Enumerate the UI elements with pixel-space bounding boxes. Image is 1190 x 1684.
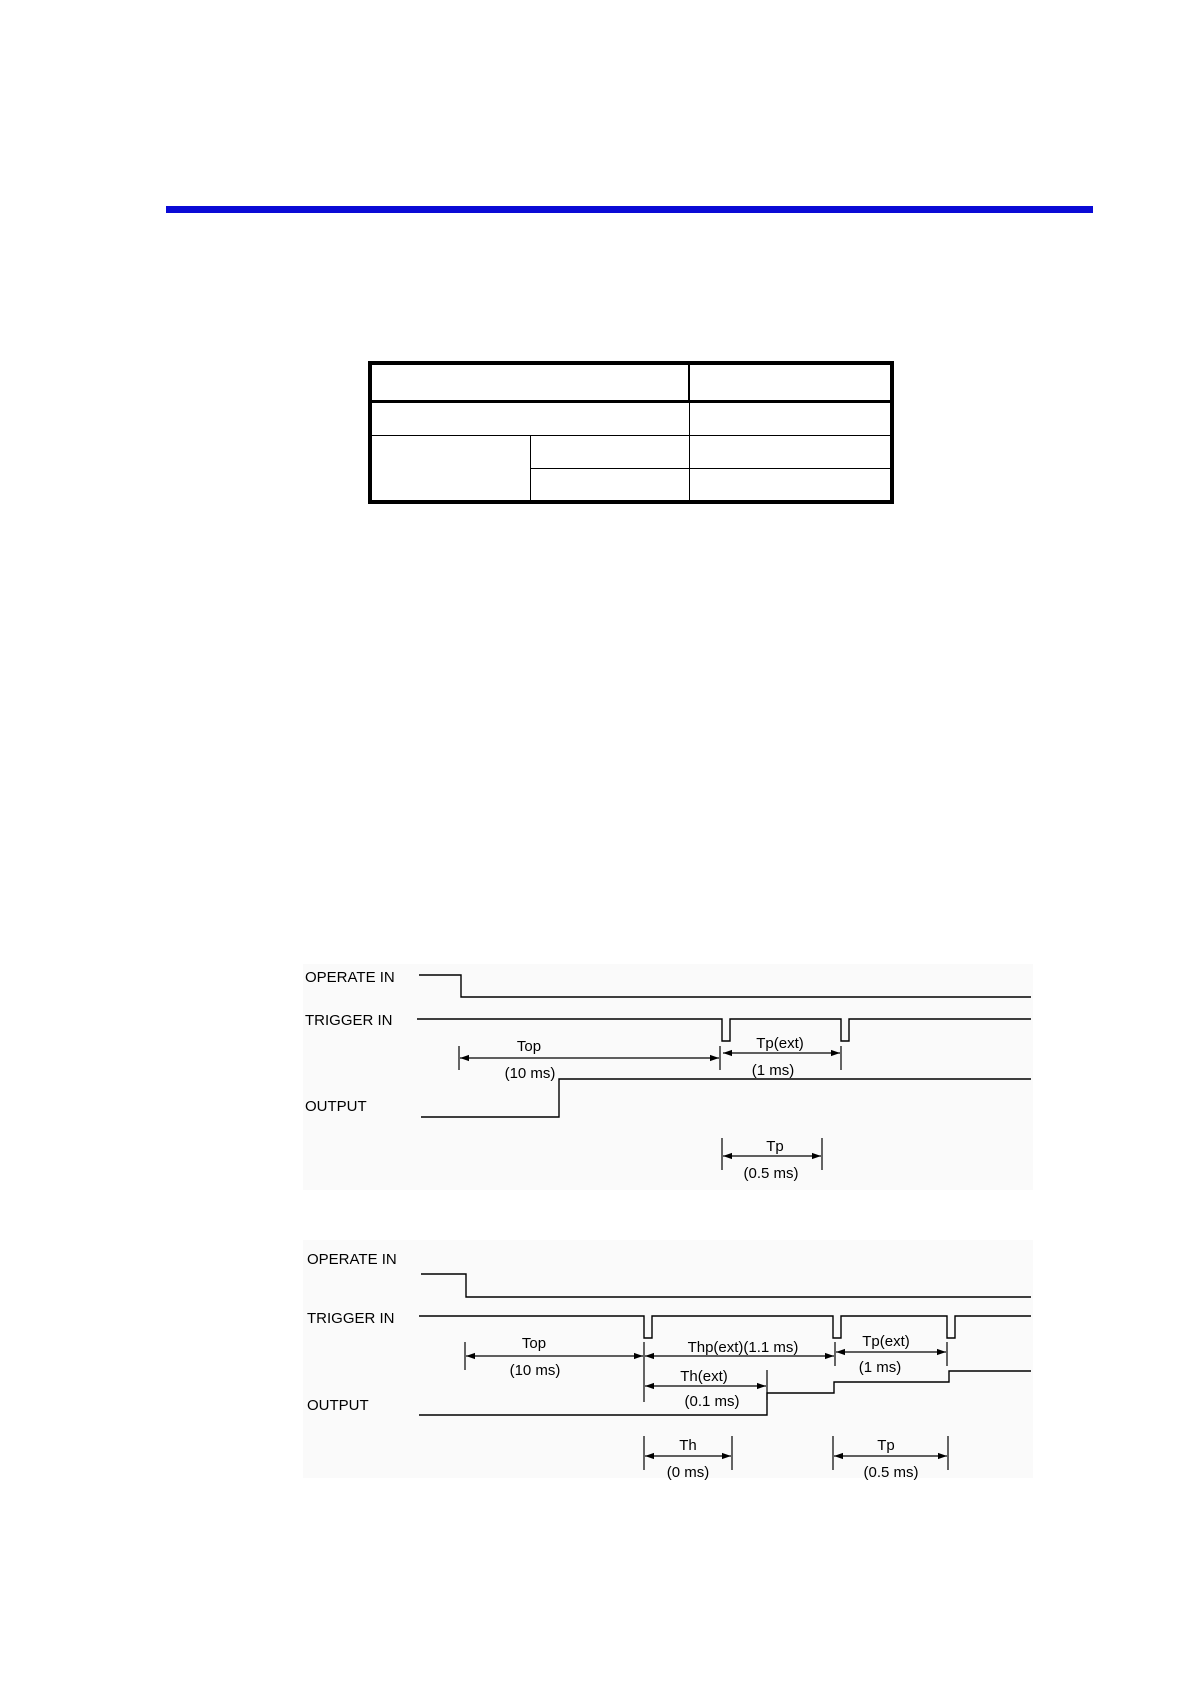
trigger-in-waveform xyxy=(417,1019,1031,1041)
top-label: Top xyxy=(516,1038,542,1055)
th-ext-label: Th(ext) xyxy=(680,1368,728,1385)
th-label: Th xyxy=(679,1437,697,1454)
thp-ext-label: Thp(ext)(1.1 ms) xyxy=(687,1339,799,1356)
tp-label: Tp xyxy=(766,1138,784,1155)
tp-label: Tp xyxy=(877,1437,895,1454)
tp-ext-value: (1 ms) xyxy=(858,1359,902,1376)
timing-diagram-2 xyxy=(307,1251,1031,1481)
timing-diagram-1 xyxy=(305,969,1031,1182)
output-waveform xyxy=(421,1079,1031,1117)
output-label: OUTPUT xyxy=(305,1098,367,1115)
tp-value: (0.5 ms) xyxy=(863,1464,919,1481)
tp-value: (0.5 ms) xyxy=(743,1165,799,1182)
top-value: (10 ms) xyxy=(504,1065,556,1082)
trigger-in-label: TRIGGER IN xyxy=(305,1012,393,1029)
operate-in-label: OPERATE IN xyxy=(307,1251,397,1268)
trigger-in-waveform xyxy=(419,1316,1031,1338)
tp-ext-value: (1 ms) xyxy=(751,1062,795,1079)
th-value: (0 ms) xyxy=(666,1464,710,1481)
operate-in-label: OPERATE IN xyxy=(305,969,395,986)
operate-in-waveform xyxy=(419,975,1031,997)
output-label: OUTPUT xyxy=(307,1397,369,1414)
trigger-in-label: TRIGGER IN xyxy=(307,1310,395,1327)
top-label: Top xyxy=(521,1335,547,1352)
operate-in-waveform xyxy=(421,1274,1031,1297)
tp-ext-label: Tp(ext) xyxy=(862,1333,910,1350)
tp-ext-label: Tp(ext) xyxy=(756,1035,804,1052)
top-value: (10 ms) xyxy=(509,1362,561,1379)
th-ext-value: (0.1 ms) xyxy=(684,1393,740,1410)
